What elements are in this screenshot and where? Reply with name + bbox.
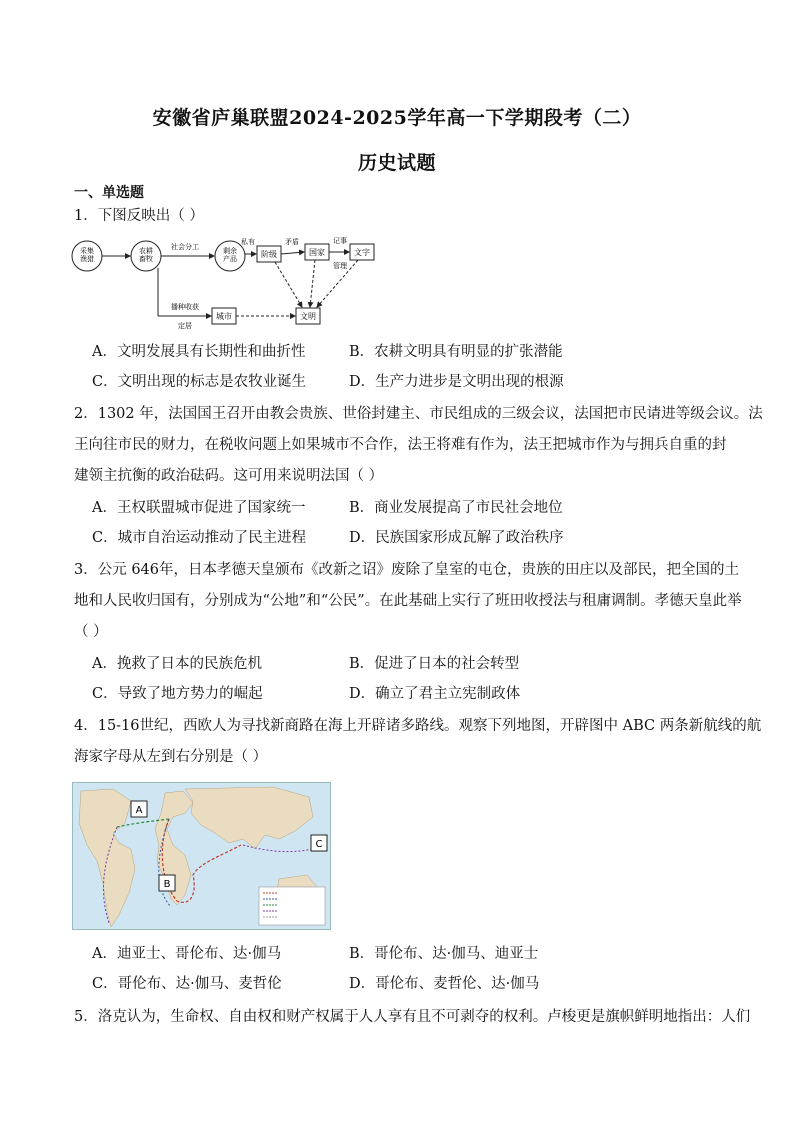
q2-line-1: 2．1302 年，法国国王召开由教会贵族、世俗封建主、市民组成的三级会议，法国把市民请进等级会议。法 bbox=[74, 406, 763, 422]
q4-option-b[interactable]: B．哥伦布、达·伽马、迪亚士 bbox=[349, 946, 539, 962]
node-wenzi bbox=[350, 244, 374, 260]
q2-option-c[interactable]: C．城市自治运动推动了民主进程 bbox=[92, 530, 307, 546]
label-jishi: 记事 bbox=[333, 237, 347, 245]
q4-route-map bbox=[72, 782, 331, 930]
label-guanli: 管理 bbox=[333, 262, 347, 270]
q2-option-a[interactable]: A．王权联盟城市促进了国家统一 bbox=[92, 500, 306, 516]
q2-line-2: 王向往市民的财力，在税收问题上如果城市不合作，法王将难有作为，法王把城市作为与拥兵自重的封 bbox=[74, 437, 727, 453]
q1-stem: 1．下图反映出（ ） bbox=[74, 208, 204, 224]
node-caiji bbox=[72, 241, 102, 271]
svg-text:剩余产品: 剩余产品 bbox=[223, 247, 237, 263]
svg-text:国家: 国家 bbox=[309, 248, 325, 257]
label-siyou: 私有 bbox=[241, 238, 255, 246]
svg-text:农耕畜牧: 农耕畜牧 bbox=[139, 247, 153, 263]
q3-line-3: （ ） bbox=[74, 624, 108, 640]
q1-option-d[interactable]: D．生产力进步是文明出现的根源 bbox=[349, 374, 564, 390]
map-label-c bbox=[311, 835, 327, 851]
q3-option-d[interactable]: D．确立了君主立宪制政体 bbox=[349, 686, 521, 702]
svg-text:文字: 文字 bbox=[354, 248, 370, 257]
q4-line-2: 海家字母从左到右分别是（ ） bbox=[74, 749, 268, 765]
exam-subtitle: 历史试题 bbox=[357, 152, 436, 174]
q3-option-b[interactable]: B．促进了日本的社会转型 bbox=[349, 656, 520, 672]
q1-option-c[interactable]: C．文明出现的标志是农牧业诞生 bbox=[92, 374, 307, 390]
q4-option-c[interactable]: C．哥伦布、达·伽马、麦哲伦 bbox=[92, 976, 282, 992]
node-wenming bbox=[296, 308, 320, 324]
svg-text:文明: 文明 bbox=[300, 312, 316, 321]
q1-flow-diagram bbox=[70, 232, 390, 332]
node-chengshi bbox=[212, 308, 236, 324]
svg-text:C: C bbox=[315, 839, 323, 850]
q1-option-b[interactable]: B．农耕文明具有明显的扩张潜能 bbox=[349, 344, 563, 360]
q1-option-a[interactable]: A．文明发展具有长期性和曲折性 bbox=[92, 344, 306, 360]
label-bozhong: 播种收获 bbox=[171, 303, 199, 311]
map-label-a bbox=[131, 801, 147, 817]
q2-line-3: 建领主抗衡的政治砝码。这可用来说明法国（ ） bbox=[74, 468, 384, 484]
q3-line-1: 3．公元 646年，日本孝德天皇颁布《改新之诏》废除了皇室的屯仓，贵族的田庄以及部民，把全国的土 bbox=[74, 562, 740, 578]
q3-option-a[interactable]: A．挽救了日本的民族危机 bbox=[92, 656, 262, 672]
q2-option-b[interactable]: B．商业发展提高了市民社会地位 bbox=[349, 500, 563, 516]
label-shehuifengong: 社会分工 bbox=[171, 243, 199, 251]
exam-title: 安徽省庐巢联盟2024-2025学年高一下学期段考（二） bbox=[152, 107, 642, 129]
map-label-b bbox=[159, 875, 175, 891]
node-jieji bbox=[257, 246, 281, 262]
node-guojia bbox=[305, 244, 329, 260]
q3-option-c[interactable]: C．导致了地方势力的崛起 bbox=[92, 686, 263, 702]
map-legend bbox=[259, 887, 325, 925]
q4-option-d[interactable]: D．哥伦布、麦哲伦、达·伽马 bbox=[349, 976, 540, 992]
q4-option-a[interactable]: A．迪亚士、哥伦布、达·伽马 bbox=[92, 946, 282, 962]
label-maodun: 矛盾 bbox=[285, 238, 299, 246]
q2-option-d[interactable]: D．民族国家形成瓦解了政治秩序 bbox=[349, 530, 564, 546]
q3-line-2: 地和人民收归国有，分别成为“公地”和“公民”。在此基础上实行了班田收授法与租庸调制。孝德天皇此举 bbox=[74, 593, 742, 609]
section-heading: 一、单选题 bbox=[74, 185, 144, 201]
node-nonggeng bbox=[131, 241, 161, 271]
svg-text:采集渔猎: 采集渔猎 bbox=[80, 247, 94, 263]
svg-text:A: A bbox=[135, 805, 143, 816]
q5-line-1: 5．洛克认为，生命权、自由权和财产权属于人人享有且不可剥夺的权利。卢梭更是旗帜鲜明地指出：人们 bbox=[74, 1009, 751, 1025]
svg-text:城市: 城市 bbox=[216, 312, 232, 321]
svg-text:阶级: 阶级 bbox=[261, 250, 277, 259]
label-dingju: 定居 bbox=[178, 322, 192, 330]
svg-text:B: B bbox=[163, 879, 171, 890]
q4-line-1: 4．15-16世纪，西欧人为寻找新商路在海上开辟诸多路线。观察下列地图，开辟图中 ABC 两条新航线的航 bbox=[74, 718, 762, 734]
